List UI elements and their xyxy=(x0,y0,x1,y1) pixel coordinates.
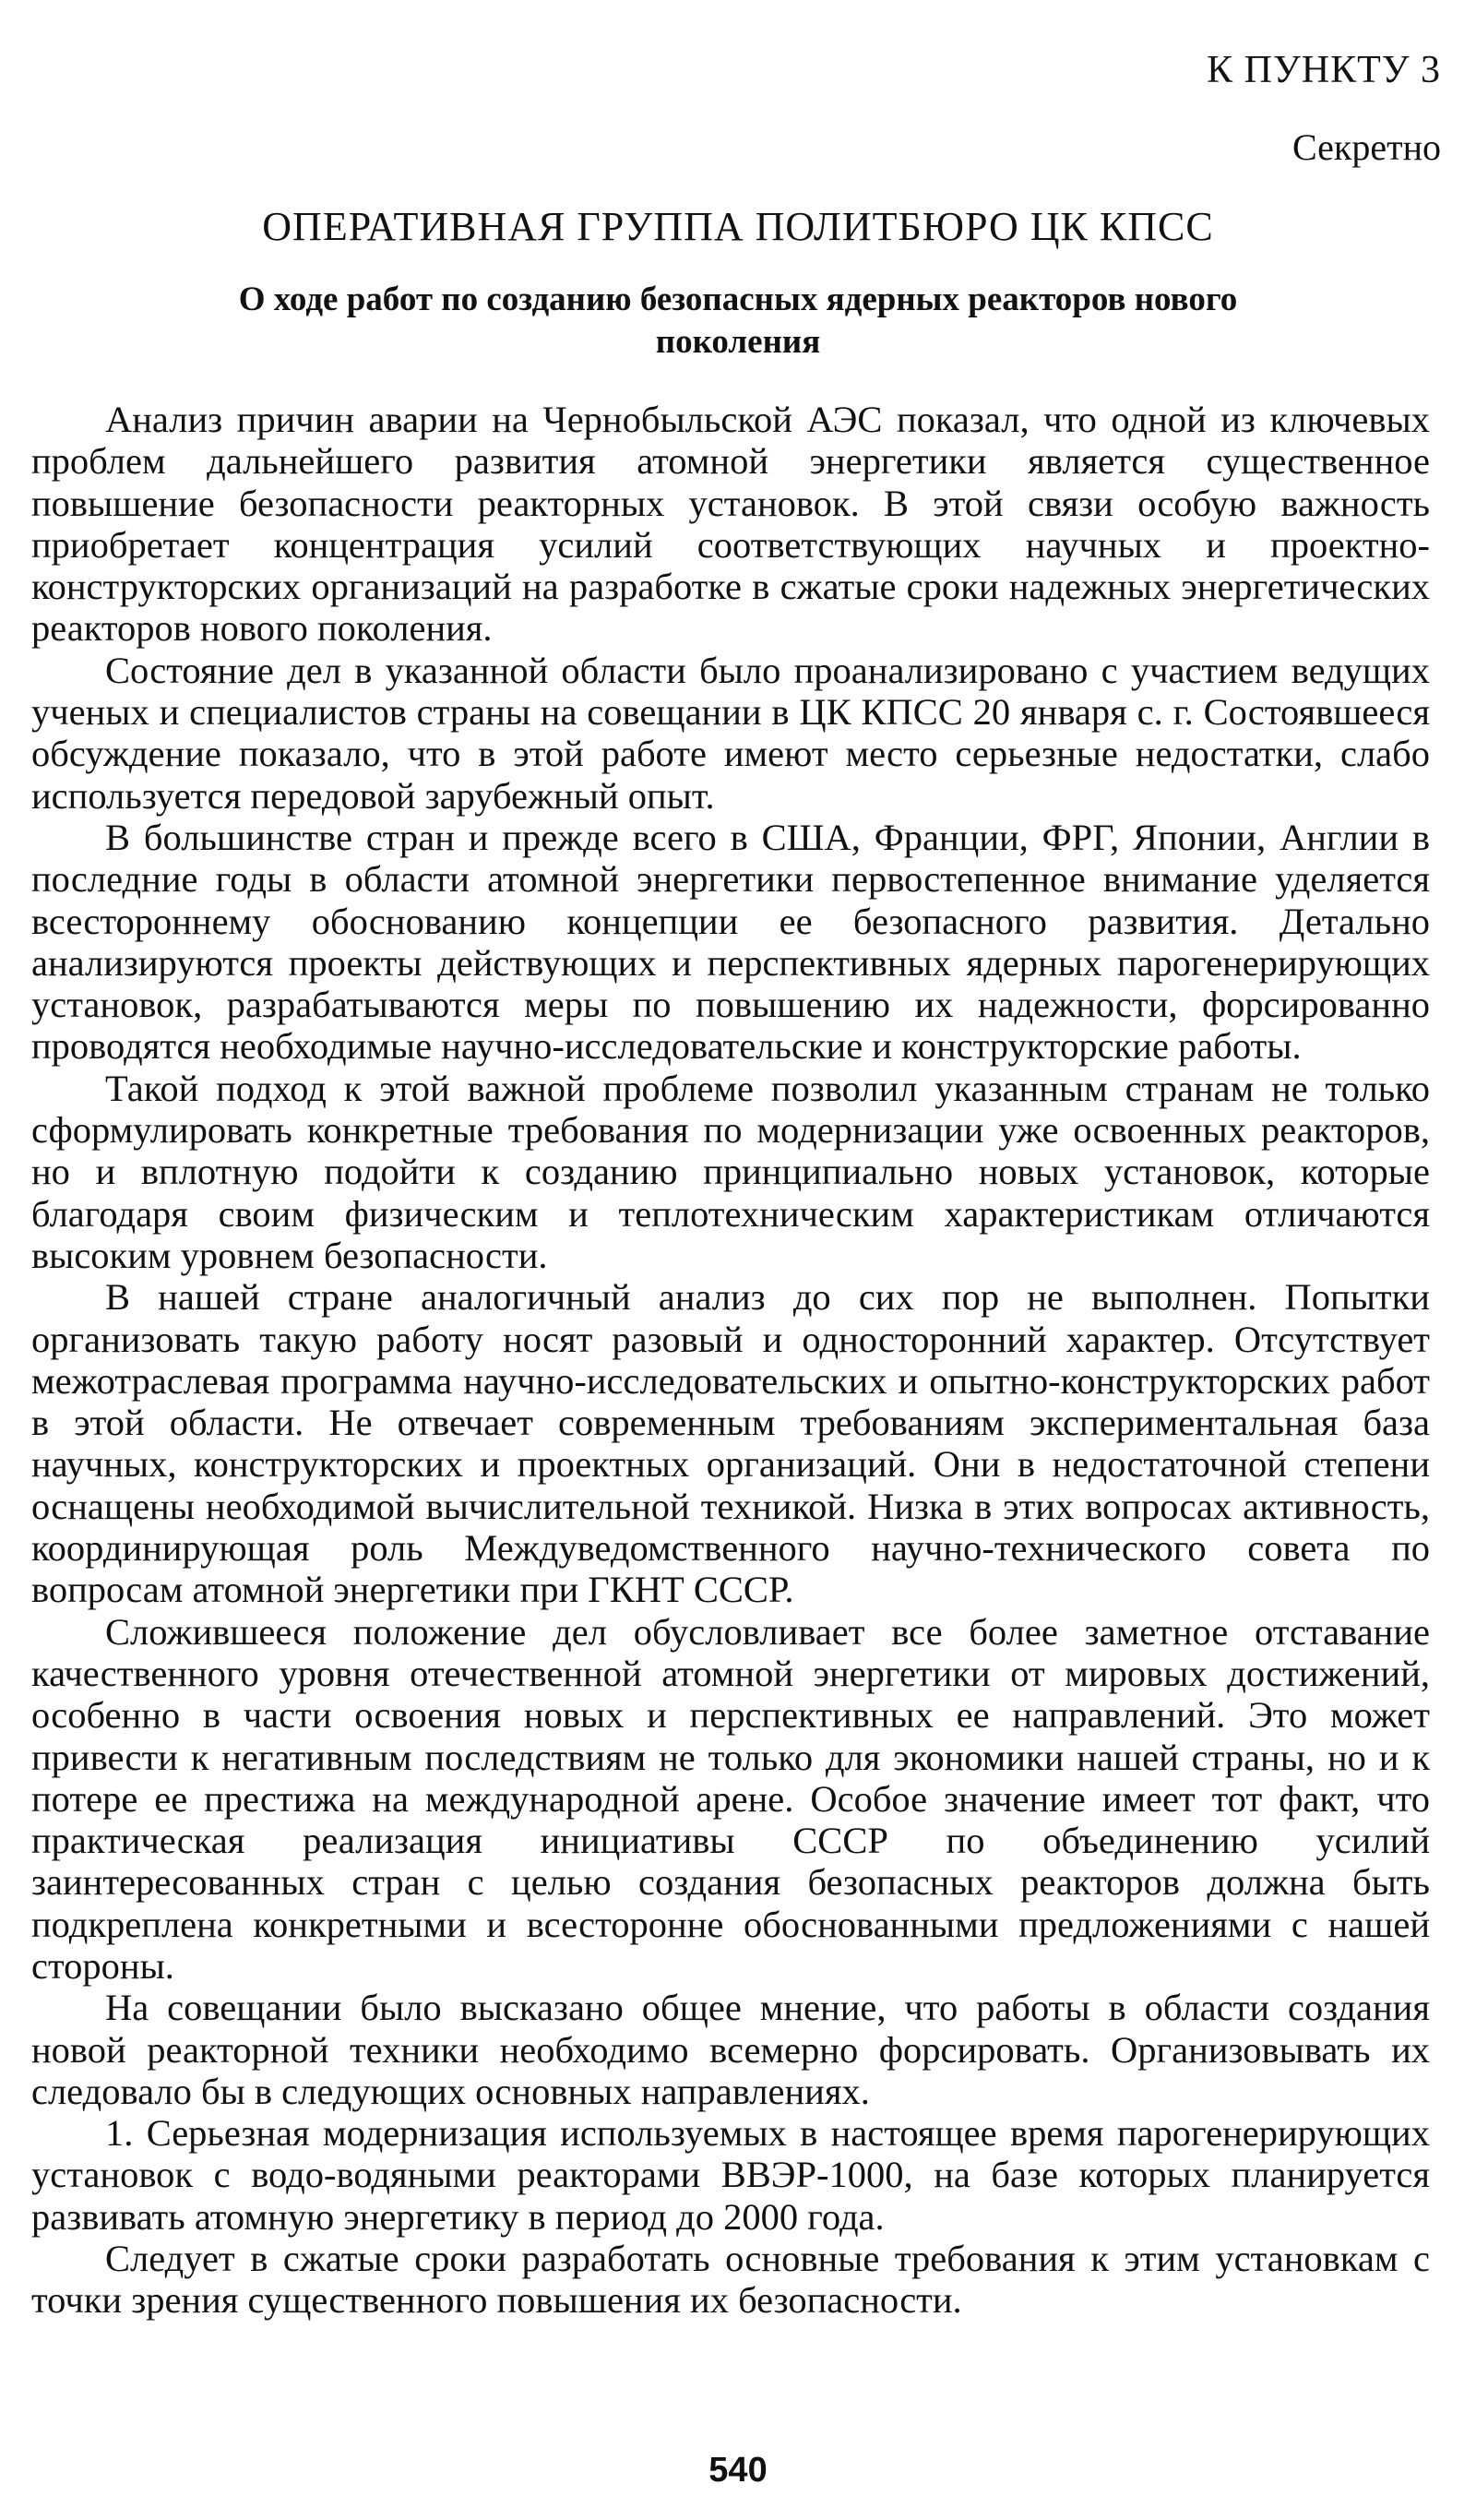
section-reference: К ПУНКТУ 3 xyxy=(1207,49,1441,91)
paragraph: Состояние дел в указанной области было проанализировано с участием ведущих ученых и специалистов страны на совещании в ЦК КПСС 20 января с. г. Состоявшееся обсуждение показало, что в этой работе имеют место серьезные недостатки, слабо используется передовой зарубежный опыт. xyxy=(31,649,1430,817)
paragraph: В большинстве стран и прежде всего в США, Франции, ФРГ, Японии, Англии в последние годы в области атомной энергетики первостепенное внимание уделяется всестороннему обоснованию концепции ее безопасного развития. Детально анализируются проекты действующих и перспективных ядерных парогенерирующих установок, разрабатываются меры по повышению их надежности, форсированно проводятся необходимые научно-исследовательские и конструкторские работы. xyxy=(31,816,1430,1068)
paragraph: На совещании было высказано общее мнение, что работы в области создания новой реакторной техники необходимо всемерно форсировать. Организовывать их следовало бы в следующих основных направлениях. xyxy=(31,1987,1430,2112)
paragraph: 1. Серьезная модернизация используемых в настоящее время парогенерирующих установок с водо-водяными реакторами ВВЭР-1000, на базе которых планируется развивать атомную энергетику в период до 2000 года. xyxy=(31,2112,1430,2238)
paragraph: Сложившееся положение дел обусловливает все более заметное отставание качественного уровня отечественной атомной энергетики от мировых достижений, особенно в части освоения новых и перспективных ее направлений. Это может привести к негативным последствиям не только для экономики нашей страны, но и к потере ее престижа на международной арене. Особое значение имеет тот факт, что практическая реализация инициативы СССР по объединению усилий заинтересованных стран с целью создания безопасных реакторов должна быть подкреплена конкретными и всесторонне обоснованными предложениями с нашей стороны. xyxy=(31,1610,1430,1987)
paragraph: Такой подход к этой важной проблеме позволил указанным странам не только сформулировать конкретные требования по модернизации уже освоенных реакторов, но и вплотную подойти к созданию принципиально новых установок, которые благодаря своим физическим и теплотехническим характеристикам отличаются высоким уровнем безопасности. xyxy=(31,1067,1430,1276)
page-number: 540 xyxy=(708,2451,768,2490)
paragraph: Следует в сжатые сроки разработать основные требования к этим установкам с точки зрения существенного повышения их безопасности. xyxy=(31,2238,1430,2322)
paragraph: Анализ причин аварии на Чернобыльской АЭС показал, что одной из ключевых проблем дальнейшего развития атомной энергетики является существенное повышение безопасности реакторных установок. В этой связи особую важность приобретает концентрация усилий соответствующих научных и проектно-конструкторских организаций на разработке в сжатые сроки надежных энергетических реакторов нового поколения. xyxy=(31,399,1430,650)
paragraph: В нашей стране аналогичный анализ до сих пор не выполнен. Попытки организовать такую работу носят разовый и односторонний характер. Отсутствует межотраслевая программа научно-исследовательских и опытно-конструкторских работ в этой области. Не отвечает современным требованиям экспериментальная база научных, конструкторских и проектных организаций. Они в недостаточной степени оснащены необходимой вычислительной техникой. Низка в этих вопросах активность, координирующая роль Междуведомственного научно-технического совета по вопросам атомной энергетики при ГКНТ СССР. xyxy=(31,1276,1430,1611)
document-subject: О ходе работ по созданию безопасных ядерных реакторов нового поколения xyxy=(238,281,1238,361)
classification-mark: Секретно xyxy=(1292,126,1441,168)
document-body xyxy=(31,399,1430,2322)
organization-title: ОПЕРАТИВНАЯ ГРУППА ПОЛИТБЮРО ЦК КПСС xyxy=(262,204,1214,249)
